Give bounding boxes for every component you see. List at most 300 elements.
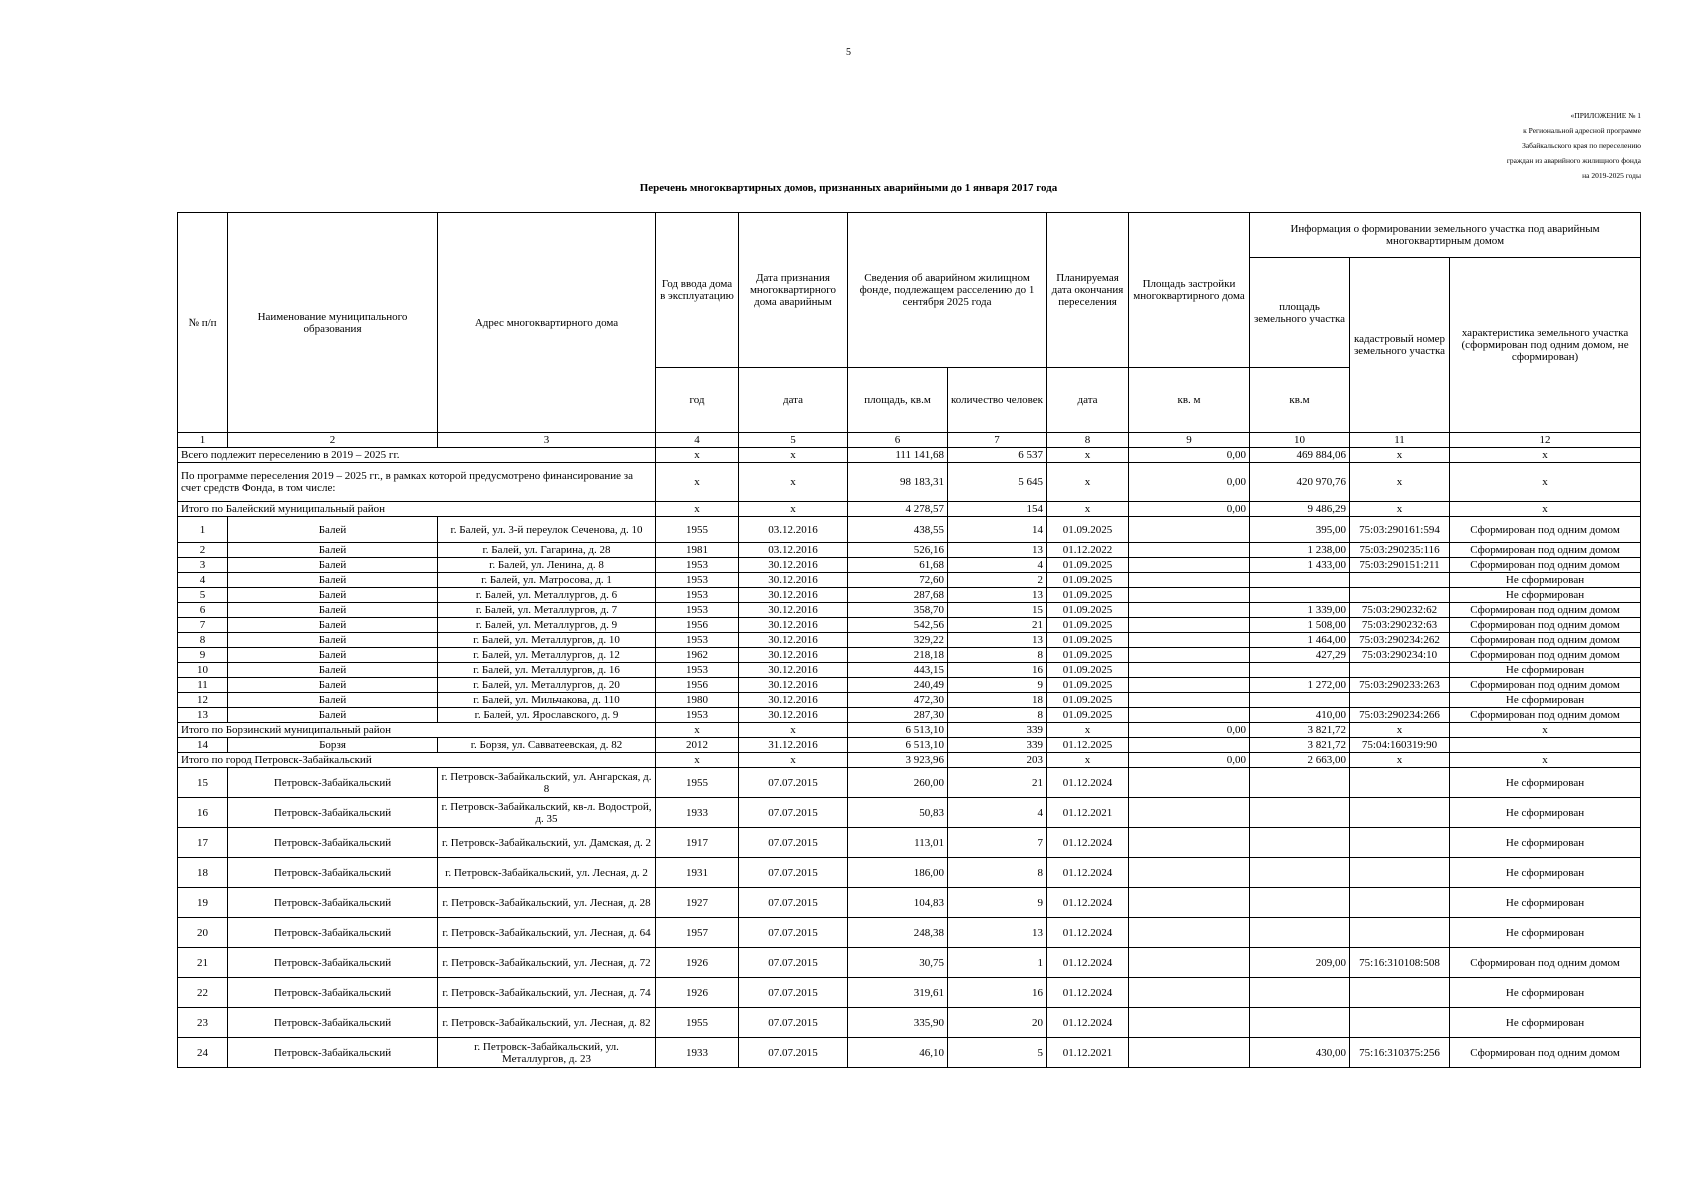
row-area: 472,30 [848,693,948,708]
row-cadastral: 75:03:290232:62 [1350,603,1450,618]
row-cadastral [1350,828,1450,858]
row-number: 22 [178,978,228,1008]
row-number: 5 [178,588,228,603]
header-recognition-date: Дата признания многоквартирного дома аварийным [739,213,848,368]
row-planned-date: 01.12.2022 [1047,543,1129,558]
row-address: г. Балей, ул. Металлургов, д. 20 [438,678,656,693]
row-land-area: 3 821,72 [1250,738,1350,753]
total-built-area: 0,00 [1129,448,1250,463]
row-number: 10 [178,663,228,678]
row-people: 4 [948,558,1047,573]
row-built-area [1129,648,1250,663]
row-recognition-date: 30.12.2016 [739,708,848,723]
group-total-recognition-date: х [739,502,848,517]
row-built-area [1129,738,1250,753]
emergency-housing-table [177,212,1641,1068]
row-cadastral [1350,663,1450,678]
row-number: 21 [178,948,228,978]
table-row [178,603,1641,618]
row-characteristic: Сформирован под одним домом [1450,1038,1641,1068]
row-number: 14 [178,738,228,753]
row-number: 20 [178,918,228,948]
group-total-characteristic: х [1450,753,1641,768]
row-recognition-date: 30.12.2016 [739,648,848,663]
row-cadastral: 75:04:160319:90 [1350,738,1450,753]
row-recognition-date: 07.07.2015 [739,858,848,888]
row-planned-date: 01.12.2024 [1047,978,1129,1008]
row-characteristic: Не сформирован [1450,978,1641,1008]
row-people: 2 [948,573,1047,588]
table-row [178,1008,1641,1038]
header-land-area: площадь земельного участка [1250,258,1350,368]
row-cadastral [1350,888,1450,918]
unit-date: дата [739,368,848,433]
row-recognition-date: 07.07.2015 [739,978,848,1008]
table-row [178,648,1641,663]
appendix-line: к Региональной адресной программе [1523,126,1641,135]
row-year: 1917 [656,828,739,858]
row-year: 1953 [656,633,739,648]
appendix-line: Забайкальского края по переселению [1522,141,1641,150]
row-planned-date: 01.09.2025 [1047,618,1129,633]
row-people: 13 [948,633,1047,648]
appendix-line: «ПРИЛОЖЕНИЕ № 1 [1570,111,1641,120]
row-planned-date: 01.09.2025 [1047,558,1129,573]
row-land-area: 395,00 [1250,517,1350,543]
row-cadastral: 75:16:310108:508 [1350,948,1450,978]
table-row [178,708,1641,723]
row-year: 1953 [656,588,739,603]
row-land-area: 430,00 [1250,1038,1350,1068]
group-total-planned-date: х [1047,753,1129,768]
row-planned-date: 01.12.2021 [1047,798,1129,828]
row-people: 7 [948,828,1047,858]
group-total-built-area: 0,00 [1129,502,1250,517]
row-address: г. Петровск-Забайкальский, ул. Лесная, д. 28 [438,888,656,918]
row-people: 9 [948,888,1047,918]
row-planned-date: 01.09.2025 [1047,708,1129,723]
row-year: 1953 [656,573,739,588]
total-characteristic: х [1450,448,1641,463]
unit-land-area: кв.м [1250,368,1350,433]
row-cadastral [1350,768,1450,798]
row-municipality: Балей [228,678,438,693]
total-date: х [739,448,848,463]
table-row [178,543,1641,558]
header-land-characteristic: характеристика земельного участка (сформирован под одним домом, не сформирован) [1450,258,1641,433]
row-planned-date: 01.12.2024 [1047,918,1129,948]
row-number: 3 [178,558,228,573]
group-total-recognition-date: х [739,753,848,768]
row-characteristic: Не сформирован [1450,573,1641,588]
row-built-area [1129,558,1250,573]
row-people: 4 [948,798,1047,828]
column-number: 4 [656,433,739,448]
group-total-people: 203 [948,753,1047,768]
row-built-area [1129,918,1250,948]
row-characteristic: Сформирован под одним домом [1450,708,1641,723]
table-row [178,918,1641,948]
row-municipality: Балей [228,693,438,708]
fund-people: 5 645 [948,463,1047,502]
fund-total-label: По программе переселения 2019 – 2025 гг., в рамках которой предусмотрено финансирование за счет средств Фонда, в том числе: [178,463,656,502]
table-row [178,798,1641,828]
unit-year: год [656,368,739,433]
row-year: 1927 [656,888,739,918]
header-year: Год ввода дома в эксплуатацию [656,213,739,368]
group-total-row [178,502,1641,517]
row-address: г. Петровск-Забайкальский, ул. Лесная, д. 82 [438,1008,656,1038]
group-total-cadastral: х [1350,502,1450,517]
row-land-area: 410,00 [1250,708,1350,723]
row-municipality: Петровск-Забайкальский [228,828,438,858]
row-year: 1956 [656,618,739,633]
row-people: 13 [948,543,1047,558]
column-number: 10 [1250,433,1350,448]
row-built-area [1129,708,1250,723]
row-built-area [1129,978,1250,1008]
row-municipality: Петровск-Забайкальский [228,918,438,948]
row-municipality: Петровск-Забайкальский [228,948,438,978]
row-recognition-date: 07.07.2015 [739,918,848,948]
appendix-note [1381,108,1641,183]
row-built-area [1129,888,1250,918]
row-land-area [1250,573,1350,588]
row-area: 61,68 [848,558,948,573]
row-area: 50,83 [848,798,948,828]
table-row [178,573,1641,588]
column-number: 6 [848,433,948,448]
row-built-area [1129,828,1250,858]
row-land-area [1250,768,1350,798]
fund-year: х [656,463,739,502]
header-num: № п/п [178,213,228,433]
total-year: х [656,448,739,463]
row-cadastral: 75:03:290233:263 [1350,678,1450,693]
row-address: г. Борзя, ул. Савватеевская, д. 82 [438,738,656,753]
row-address: г. Балей, ул. Металлургов, д. 7 [438,603,656,618]
row-cadastral [1350,978,1450,1008]
group-total-year: х [656,502,739,517]
fund-planned: х [1047,463,1129,502]
row-planned-date: 01.12.2021 [1047,1038,1129,1068]
row-area: 329,22 [848,633,948,648]
row-recognition-date: 30.12.2016 [739,633,848,648]
row-built-area [1129,1038,1250,1068]
table-row [178,558,1641,573]
row-people: 8 [948,708,1047,723]
row-land-area [1250,858,1350,888]
row-characteristic: Не сформирован [1450,588,1641,603]
appendix-line: на 2019-2025 годы [1582,171,1641,180]
grand-total-row [178,448,1641,463]
row-address: г. Петровск-Забайкальский, ул. Лесная, д. 2 [438,858,656,888]
row-area: 104,83 [848,888,948,918]
row-built-area [1129,693,1250,708]
row-recognition-date: 30.12.2016 [739,663,848,678]
row-built-area [1129,588,1250,603]
column-number: 1 [178,433,228,448]
header-cadastral-number: кадастровый номер земельного участка [1350,258,1450,433]
row-cadastral [1350,1008,1450,1038]
row-planned-date: 01.12.2024 [1047,858,1129,888]
row-year: 1957 [656,918,739,948]
row-characteristic: Не сформирован [1450,828,1641,858]
row-cadastral: 75:03:290234:10 [1350,648,1450,663]
row-year: 1953 [656,663,739,678]
total-land-area: 469 884,06 [1250,448,1350,463]
row-characteristic: Сформирован под одним домом [1450,603,1641,618]
header-built-area: Площадь застройки многоквартирного дома [1129,213,1250,368]
row-municipality: Петровск-Забайкальский [228,1038,438,1068]
total-planned: х [1047,448,1129,463]
row-municipality: Балей [228,517,438,543]
row-characteristic: Сформирован под одним домом [1450,633,1641,648]
group-total-characteristic: х [1450,502,1641,517]
row-built-area [1129,603,1250,618]
total-cadastral: х [1350,448,1450,463]
row-recognition-date: 30.12.2016 [739,603,848,618]
row-recognition-date: 30.12.2016 [739,573,848,588]
row-year: 1953 [656,708,739,723]
row-cadastral [1350,798,1450,828]
row-built-area [1129,678,1250,693]
row-year: 1933 [656,1038,739,1068]
row-recognition-date: 30.12.2016 [739,693,848,708]
row-people: 15 [948,603,1047,618]
row-municipality: Балей [228,663,438,678]
row-area: 113,01 [848,828,948,858]
table-row [178,663,1641,678]
row-built-area [1129,633,1250,648]
row-number: 15 [178,768,228,798]
row-area: 287,68 [848,588,948,603]
row-land-area: 209,00 [1250,948,1350,978]
row-number: 6 [178,603,228,618]
row-recognition-date: 07.07.2015 [739,1038,848,1068]
row-land-area [1250,978,1350,1008]
group-total-area: 3 923,96 [848,753,948,768]
row-cadastral [1350,918,1450,948]
row-address: г. Балей, ул. Ярославского, д. 9 [438,708,656,723]
row-number: 18 [178,858,228,888]
row-municipality: Балей [228,558,438,573]
row-characteristic: Не сформирован [1450,693,1641,708]
row-characteristic: Не сформирован [1450,858,1641,888]
row-cadastral: 75:03:290232:63 [1350,618,1450,633]
row-planned-date: 01.12.2024 [1047,828,1129,858]
table-header [178,213,1641,433]
row-address: г. Петровск-Забайкальский, ул. Дамская, д. 2 [438,828,656,858]
row-built-area [1129,517,1250,543]
row-area: 335,90 [848,1008,948,1038]
row-land-area: 427,29 [1250,648,1350,663]
row-planned-date: 01.09.2025 [1047,648,1129,663]
row-people: 8 [948,648,1047,663]
column-number: 11 [1350,433,1450,448]
table-row [178,738,1641,753]
column-number: 12 [1450,433,1641,448]
row-cadastral: 75:03:290151:211 [1350,558,1450,573]
row-address: г. Петровск-Забайкальский, ул. Лесная, д. 64 [438,918,656,948]
row-municipality: Петровск-Забайкальский [228,768,438,798]
row-address: г. Петровск-Забайкальский, ул. Металлургов, д. 23 [438,1038,656,1068]
group-total-built-area: 0,00 [1129,753,1250,768]
row-address: г. Балей, ул. Металлургов, д. 6 [438,588,656,603]
row-municipality: Борзя [228,738,438,753]
row-land-area: 1 464,00 [1250,633,1350,648]
row-municipality: Балей [228,573,438,588]
row-characteristic: Сформирован под одним домом [1450,618,1641,633]
fund-date: х [739,463,848,502]
row-year: 1931 [656,858,739,888]
row-land-area: 1 339,00 [1250,603,1350,618]
row-area: 218,18 [848,648,948,663]
table-row [178,948,1641,978]
row-people: 13 [948,588,1047,603]
group-total-label: Итого по Балейский муниципальный район [178,502,656,517]
page-number: 5 [846,47,851,58]
row-area: 526,16 [848,543,948,558]
table-row [178,693,1641,708]
unit-area: площадь, кв.м [848,368,948,433]
row-people: 5 [948,1038,1047,1068]
row-municipality: Балей [228,648,438,663]
row-recognition-date: 07.07.2015 [739,828,848,858]
row-year: 1962 [656,648,739,663]
group-total-area: 4 278,57 [848,502,948,517]
row-number: 8 [178,633,228,648]
group-total-land-area: 9 486,29 [1250,502,1350,517]
row-address: г. Петровск-Забайкальский, ул. Лесная, д. 72 [438,948,656,978]
row-planned-date: 01.09.2025 [1047,517,1129,543]
row-area: 358,70 [848,603,948,618]
row-land-area [1250,663,1350,678]
row-year: 1955 [656,1008,739,1038]
row-municipality: Балей [228,588,438,603]
total-people: 6 537 [948,448,1047,463]
row-address: г. Балей, ул. Металлургов, д. 10 [438,633,656,648]
group-total-land-area: 2 663,00 [1250,753,1350,768]
row-land-area: 1 272,00 [1250,678,1350,693]
row-area: 240,49 [848,678,948,693]
row-area: 443,15 [848,663,948,678]
row-planned-date: 01.09.2025 [1047,603,1129,618]
row-area: 287,30 [848,708,948,723]
row-recognition-date: 07.07.2015 [739,888,848,918]
row-cadastral: 75:03:290234:266 [1350,708,1450,723]
row-characteristic: Сформирован под одним домом [1450,543,1641,558]
table-row [178,888,1641,918]
row-number: 11 [178,678,228,693]
fund-area: 98 183,31 [848,463,948,502]
row-municipality: Балей [228,633,438,648]
row-recognition-date: 03.12.2016 [739,543,848,558]
group-total-cadastral: х [1350,753,1450,768]
row-year: 1926 [656,948,739,978]
row-recognition-date: 07.07.2015 [739,798,848,828]
total-area: 111 141,68 [848,448,948,463]
unit-planned-date: дата [1047,368,1129,433]
table-row [178,1038,1641,1068]
row-cadastral [1350,858,1450,888]
row-municipality: Балей [228,618,438,633]
row-built-area [1129,618,1250,633]
row-characteristic: Не сформирован [1450,1008,1641,1038]
header-land-info: Информация о формировании земельного участка под аварийным многоквартирным домом [1250,213,1641,258]
row-planned-date: 01.12.2024 [1047,948,1129,978]
row-land-area [1250,693,1350,708]
table-row [178,828,1641,858]
row-built-area [1129,543,1250,558]
group-total-recognition-date: х [739,723,848,738]
row-number: 13 [178,708,228,723]
table-row [178,517,1641,543]
row-address: г. Балей, ул. 3-й переулок Сеченова, д. 10 [438,517,656,543]
column-numbers-row [178,433,1641,448]
row-address: г. Петровск-Забайкальский, ул. Ангарская, д. 8 [438,768,656,798]
row-address: г. Балей, ул. Металлургов, д. 9 [438,618,656,633]
row-planned-date: 01.09.2025 [1047,588,1129,603]
row-recognition-date: 30.12.2016 [739,618,848,633]
row-people: 16 [948,978,1047,1008]
row-number: 1 [178,517,228,543]
row-municipality: Балей [228,603,438,618]
row-characteristic: Не сформирован [1450,888,1641,918]
row-municipality: Петровск-Забайкальский [228,1008,438,1038]
row-cadastral [1350,573,1450,588]
row-characteristic: Сформирован под одним домом [1450,517,1641,543]
row-area: 186,00 [848,858,948,888]
group-total-year: х [656,753,739,768]
table-row [178,633,1641,648]
column-number: 8 [1047,433,1129,448]
row-planned-date: 01.12.2024 [1047,888,1129,918]
table-row [178,678,1641,693]
row-land-area: 1 508,00 [1250,618,1350,633]
row-built-area [1129,663,1250,678]
group-total-row [178,723,1641,738]
row-planned-date: 01.12.2025 [1047,738,1129,753]
row-people: 9 [948,678,1047,693]
row-year: 1953 [656,603,739,618]
table-row [178,858,1641,888]
row-year: 1955 [656,768,739,798]
row-characteristic: Не сформирован [1450,918,1641,948]
row-municipality: Петровск-Забайкальский [228,888,438,918]
row-recognition-date: 07.07.2015 [739,768,848,798]
row-area: 72,60 [848,573,948,588]
row-number: 17 [178,828,228,858]
row-planned-date: 01.09.2025 [1047,663,1129,678]
fund-cadastral: х [1350,463,1450,502]
row-land-area [1250,918,1350,948]
row-municipality: Петровск-Забайкальский [228,858,438,888]
row-number: 24 [178,1038,228,1068]
group-total-row [178,753,1641,768]
row-characteristic: Не сформирован [1450,663,1641,678]
row-built-area [1129,1008,1250,1038]
row-characteristic: Сформирован под одним домом [1450,648,1641,663]
row-cadastral: 75:03:290235:116 [1350,543,1450,558]
row-year: 1953 [656,558,739,573]
group-total-people: 154 [948,502,1047,517]
row-recognition-date: 30.12.2016 [739,588,848,603]
row-characteristic: Не сформирован [1450,798,1641,828]
table-row [178,588,1641,603]
row-people: 18 [948,693,1047,708]
group-total-people: 339 [948,723,1047,738]
